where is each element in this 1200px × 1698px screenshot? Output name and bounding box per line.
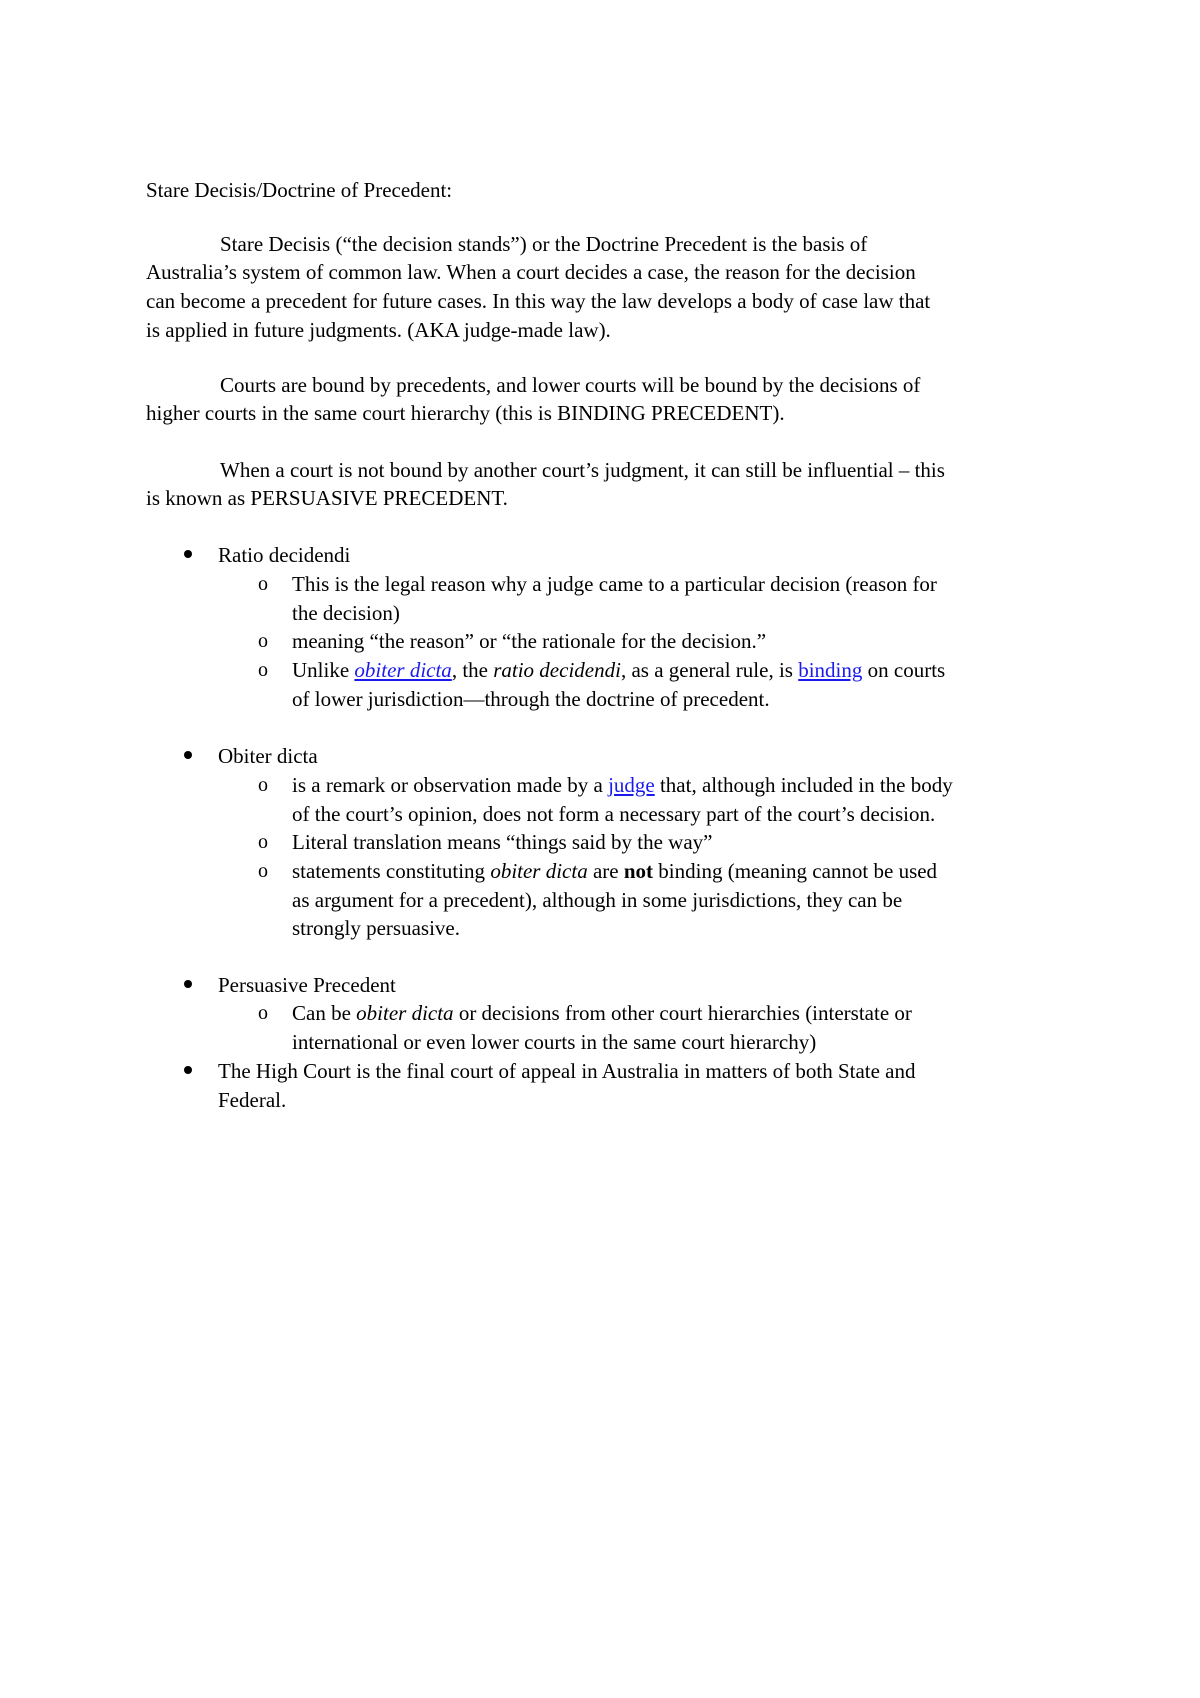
obiter-sub1-text-b: that, although included in the body — [654, 773, 953, 797]
obiter-dicta-italic: obiter dicta — [490, 859, 588, 883]
obiter-sub3-text-a: statements constituting — [292, 859, 491, 883]
bullet-obiter — [184, 751, 192, 759]
ratio-sub3-text-a: Unlike — [292, 658, 355, 682]
para3-line1: When a court is not bound by another court’s judgment, it can still be influential – this — [220, 458, 945, 482]
para1-line3: can become a precedent for future cases. In this way the law develops a body of case law that — [146, 289, 931, 313]
ratio-sub3-text-c: , as a general rule, is — [620, 658, 799, 682]
bullet-persuasive — [184, 980, 192, 988]
sub-marker-obiter-1: o — [258, 774, 268, 796]
para2-line2: higher courts in the same court hierarchy (this is BINDING PRECEDENT). — [146, 401, 785, 425]
obiter-heading: Obiter dicta — [218, 744, 318, 768]
persuasive-heading: Persuasive Precedent — [218, 973, 396, 997]
high-court-line1: The High Court is the final court of appeal in Australia in matters of both State and — [218, 1059, 916, 1083]
sub-marker-obiter-2: o — [258, 831, 268, 853]
sub-marker-persuasive-1: o — [258, 1002, 268, 1024]
judge-link[interactable]: judge — [608, 773, 655, 797]
ratio-heading: Ratio decidendi — [218, 543, 351, 567]
bullet-high-court — [184, 1066, 192, 1074]
obiter-sub3-line2: as argument for a precedent), although in some jurisdictions, they can be — [292, 888, 903, 912]
obiter-sub3-text-c: binding (meaning cannot be used — [653, 859, 938, 883]
para2-line1: Courts are bound by precedents, and lower courts will be bound by the decisions of — [220, 373, 921, 397]
persuasive-sub1-line2: international or even lower courts in the same court hierarchy) — [292, 1030, 817, 1054]
persuasive-sub1-line1 — [292, 999, 912, 1027]
para1-line4: is applied in future judgments. (AKA judge-made law). — [146, 318, 611, 342]
binding-link[interactable]: binding — [798, 658, 863, 682]
ratio-sub3-line2: of lower jurisdiction—through the doctrine of precedent. — [292, 687, 770, 711]
bullet-ratio — [184, 550, 192, 558]
persuasive-obiter-italic: obiter dicta — [356, 1001, 454, 1025]
document-title: Stare Decisis/Doctrine of Precedent: — [146, 178, 453, 202]
obiter-sub3-text-b: are — [587, 859, 624, 883]
ratio-sub3-line1 — [292, 656, 945, 684]
not-bold: not — [623, 859, 654, 883]
persuasive-sub1-text-b: or decisions from other court hierarchies (interstate or — [453, 1001, 912, 1025]
sub-marker-ratio-1: o — [258, 573, 268, 595]
sub-marker-ratio-3: o — [258, 659, 268, 681]
sub-marker-obiter-3: o — [258, 860, 268, 882]
sub-marker-ratio-2: o — [258, 630, 268, 652]
ratio-sub1-line1: This is the legal reason why a judge came to a particular decision (reason for — [292, 572, 937, 596]
para1-line2: Australia’s system of common law. When a court decides a case, the reason for the decision — [146, 260, 916, 284]
obiter-sub2: Literal translation means “things said by the way” — [292, 830, 713, 854]
persuasive-sub1-text-a: Can be — [292, 1001, 357, 1025]
ratio-decidendi-italic: ratio decidendi — [493, 658, 621, 682]
para3-line2: is known as PERSUASIVE PRECEDENT. — [146, 486, 508, 510]
obiter-sub3-line3: strongly persuasive. — [292, 916, 460, 940]
obiter-sub1-line2: of the court’s opinion, does not form a necessary part of the court’s decision. — [292, 802, 936, 826]
obiter-sub1-text-a: is a remark or observation made by a — [292, 773, 609, 797]
obiter-sub1-line1 — [292, 771, 953, 799]
ratio-sub3-text-b: , the — [451, 658, 494, 682]
ratio-sub3-text-d: on courts — [862, 658, 946, 682]
ratio-sub1-line2: the decision) — [292, 601, 400, 625]
obiter-sub3-line1 — [292, 857, 937, 885]
high-court-line2: Federal. — [218, 1088, 287, 1112]
ratio-sub2: meaning “the reason” or “the rationale for the decision.” — [292, 629, 767, 653]
para1-line1: Stare Decisis (“the decision stands”) or the Doctrine Precedent is the basis of — [220, 232, 868, 256]
obiter-dicta-link[interactable]: obiter dicta — [354, 658, 452, 682]
